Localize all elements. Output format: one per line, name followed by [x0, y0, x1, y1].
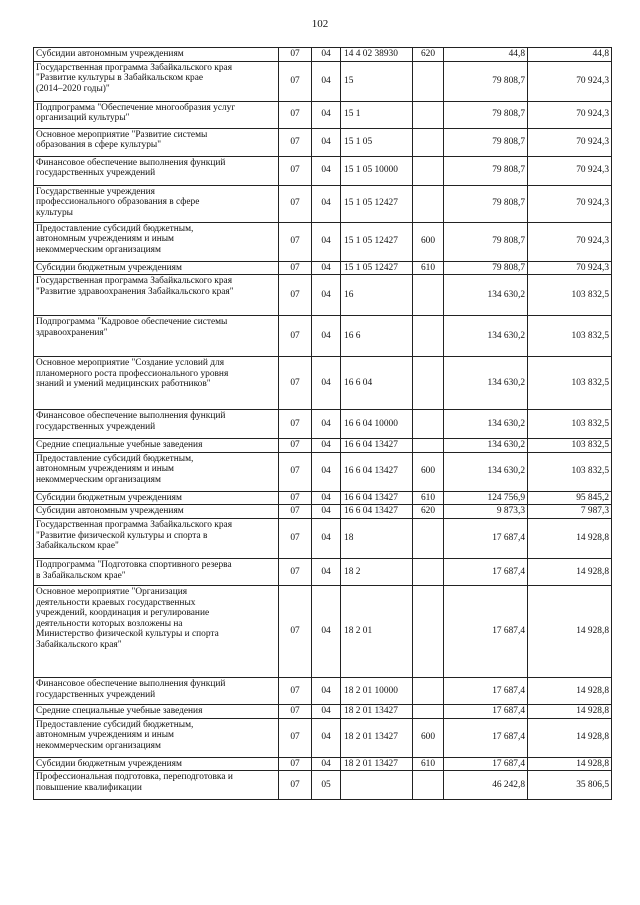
row-amount-1: 79 808,7 [444, 156, 528, 185]
row-subsection: 04 [312, 222, 341, 261]
row-name: Предоставление субсидий бюджетным, автономным учреждениям и иным некоммерческим организациям [34, 452, 279, 491]
row-name: Основное мероприятие "Создание условий для планомерного роста профессионального уровня знаний и умений медицинских работников" [34, 357, 279, 410]
row-amount-1: 79 808,7 [444, 128, 528, 156]
row-amount-2: 70 924,3 [528, 61, 612, 101]
table-row [34, 156, 612, 185]
row-name: Основное мероприятие "Развитие системы образования в сфере культуры" [34, 128, 279, 156]
row-amount-2: 14 928,8 [528, 558, 612, 585]
row-target-code: 16 6 04 10000 [341, 410, 413, 439]
row-amount-1: 17 687,4 [444, 585, 528, 677]
row-amount-2: 103 832,5 [528, 316, 612, 357]
row-subsection: 04 [312, 452, 341, 491]
row-expense-type [413, 357, 444, 410]
row-name: Государственная программа Забайкальского края "Развитие здравоохранения Забайкальского края" [34, 275, 279, 316]
row-subsection: 04 [312, 156, 341, 185]
row-subsection: 04 [312, 677, 341, 704]
row-expense-type: 620 [413, 505, 444, 519]
row-subsection: 05 [312, 771, 341, 800]
row-section: 07 [279, 452, 312, 491]
table-row [34, 410, 612, 439]
row-target-code: 15 1 05 [341, 128, 413, 156]
row-target-code: 18 [341, 518, 413, 558]
row-target-code: 18 2 01 13427 [341, 704, 413, 718]
row-amount-1: 17 687,4 [444, 558, 528, 585]
row-amount-2: 70 924,3 [528, 261, 612, 275]
row-subsection: 04 [312, 48, 341, 62]
row-amount-1: 17 687,4 [444, 518, 528, 558]
row-target-code: 16 6 04 [341, 357, 413, 410]
row-expense-type: 620 [413, 48, 444, 62]
row-target-code [341, 771, 413, 800]
row-amount-2: 70 924,3 [528, 222, 612, 261]
row-name: Государственная программа Забайкальского края "Развитие культуры в Забайкальском крае (2014–2020 годы)" [34, 61, 279, 101]
row-name: Финансовое обеспечение выполнения функций государственных учреждений [34, 410, 279, 439]
row-amount-2: 70 924,3 [528, 128, 612, 156]
row-subsection: 04 [312, 275, 341, 316]
row-section: 07 [279, 261, 312, 275]
row-section: 07 [279, 439, 312, 453]
row-amount-2: 14 928,8 [528, 585, 612, 677]
table-row [34, 558, 612, 585]
row-amount-1: 46 242,8 [444, 771, 528, 800]
row-target-code: 15 1 [341, 101, 413, 128]
row-subsection: 04 [312, 61, 341, 101]
row-section: 07 [279, 505, 312, 519]
table-row [34, 357, 612, 410]
row-amount-1: 17 687,4 [444, 757, 528, 771]
row-section: 07 [279, 48, 312, 62]
row-section: 07 [279, 156, 312, 185]
row-target-code: 15 1 05 12427 [341, 261, 413, 275]
row-section: 07 [279, 718, 312, 757]
row-amount-1: 134 630,2 [444, 410, 528, 439]
row-amount-2: 70 924,3 [528, 101, 612, 128]
row-amount-2: 44,8 [528, 48, 612, 62]
row-target-code: 16 6 04 13427 [341, 505, 413, 519]
table-row [34, 452, 612, 491]
row-subsection: 04 [312, 585, 341, 677]
row-name: Средние специальные учебные заведения [34, 439, 279, 453]
row-name: Субсидии бюджетным учреждениям [34, 757, 279, 771]
row-amount-2: 14 928,8 [528, 718, 612, 757]
row-target-code: 18 2 01 13427 [341, 757, 413, 771]
row-name: Предоставление субсидий бюджетным, автономным учреждениям и иным некоммерческим организациям [34, 222, 279, 261]
table-row [34, 261, 612, 275]
table-row [34, 585, 612, 677]
page-number: 102 [311, 18, 329, 30]
row-target-code: 18 2 01 10000 [341, 677, 413, 704]
row-expense-type [413, 677, 444, 704]
row-subsection: 04 [312, 505, 341, 519]
row-amount-2: 14 928,8 [528, 757, 612, 771]
row-expense-type [413, 316, 444, 357]
row-expense-type: 610 [413, 757, 444, 771]
row-subsection: 04 [312, 128, 341, 156]
row-name: Субсидии бюджетным учреждениям [34, 261, 279, 275]
row-subsection: 04 [312, 439, 341, 453]
table-row [34, 677, 612, 704]
budget-table [33, 47, 612, 800]
row-expense-type [413, 585, 444, 677]
row-amount-2: 70 924,3 [528, 156, 612, 185]
row-amount-1: 9 873,3 [444, 505, 528, 519]
row-subsection: 04 [312, 261, 341, 275]
row-expense-type [413, 128, 444, 156]
table-row [34, 518, 612, 558]
table-row [34, 505, 612, 519]
row-section: 07 [279, 757, 312, 771]
row-subsection: 04 [312, 357, 341, 410]
row-section: 07 [279, 558, 312, 585]
row-expense-type: 600 [413, 222, 444, 261]
row-amount-1: 79 808,7 [444, 101, 528, 128]
row-section: 07 [279, 316, 312, 357]
row-subsection: 04 [312, 718, 341, 757]
row-section: 07 [279, 357, 312, 410]
table-row [34, 61, 612, 101]
row-amount-1: 79 808,7 [444, 185, 528, 222]
row-name: Профессиональная подготовка, переподготовка и повышение квалификации [34, 771, 279, 800]
row-expense-type [413, 61, 444, 101]
row-subsection: 04 [312, 518, 341, 558]
row-subsection: 04 [312, 185, 341, 222]
row-amount-2: 103 832,5 [528, 452, 612, 491]
row-name: Подпрограмма "Кадровое обеспечение системы здравоохранения" [34, 316, 279, 357]
row-expense-type: 600 [413, 718, 444, 757]
row-section: 07 [279, 704, 312, 718]
row-subsection: 04 [312, 704, 341, 718]
table-row [34, 222, 612, 261]
row-amount-1: 134 630,2 [444, 275, 528, 316]
table-row [34, 771, 612, 800]
table-row [34, 757, 612, 771]
row-subsection: 04 [312, 101, 341, 128]
row-target-code: 18 2 01 13427 [341, 718, 413, 757]
row-expense-type [413, 518, 444, 558]
row-amount-2: 14 928,8 [528, 677, 612, 704]
table-row [34, 491, 612, 505]
table-row [34, 128, 612, 156]
row-target-code: 16 6 04 13427 [341, 452, 413, 491]
row-amount-2: 70 924,3 [528, 185, 612, 222]
row-target-code: 15 1 05 10000 [341, 156, 413, 185]
row-section: 07 [279, 101, 312, 128]
row-name: Финансовое обеспечение выполнения функций государственных учреждений [34, 677, 279, 704]
row-name: Основное мероприятие "Организация деятельности краевых государственных учреждений, координация и регулирование деятельности которых возложены на Министерство физической культуры и спорта Забайкальского края" [34, 585, 279, 677]
row-subsection: 04 [312, 757, 341, 771]
row-amount-1: 17 687,4 [444, 704, 528, 718]
table-row [34, 439, 612, 453]
row-amount-1: 124 756,9 [444, 491, 528, 505]
row-name: Средние специальные учебные заведения [34, 704, 279, 718]
row-section: 07 [279, 61, 312, 101]
table-body [34, 48, 612, 800]
row-name: Подпрограмма "Обеспечение многообразия услуг организаций культуры" [34, 101, 279, 128]
row-name: Субсидии автономным учреждениям [34, 48, 279, 62]
row-expense-type [413, 275, 444, 316]
row-expense-type [413, 439, 444, 453]
row-section: 07 [279, 222, 312, 261]
row-name: Государственная программа Забайкальского края "Развитие физической культуры и спорта в Забайкальском крае" [34, 518, 279, 558]
row-expense-type [413, 558, 444, 585]
row-amount-2: 14 928,8 [528, 518, 612, 558]
table-row [34, 718, 612, 757]
table-row [34, 101, 612, 128]
row-section: 07 [279, 677, 312, 704]
table-row [34, 48, 612, 62]
row-amount-2: 35 806,5 [528, 771, 612, 800]
row-subsection: 04 [312, 491, 341, 505]
row-name: Подпрограмма "Подготовка спортивного резерва в Забайкальском крае" [34, 558, 279, 585]
table-row [34, 316, 612, 357]
row-amount-1: 134 630,2 [444, 452, 528, 491]
row-amount-2: 103 832,5 [528, 439, 612, 453]
row-target-code: 16 6 04 13427 [341, 491, 413, 505]
row-expense-type [413, 101, 444, 128]
table-row [34, 704, 612, 718]
row-amount-2: 7 987,3 [528, 505, 612, 519]
row-expense-type: 610 [413, 261, 444, 275]
row-amount-1: 79 808,7 [444, 261, 528, 275]
row-target-code: 15 [341, 61, 413, 101]
row-expense-type [413, 771, 444, 800]
row-target-code: 15 1 05 12427 [341, 222, 413, 261]
row-expense-type [413, 185, 444, 222]
row-amount-2: 103 832,5 [528, 357, 612, 410]
row-target-code: 14 4 02 38930 [341, 48, 413, 62]
row-section: 07 [279, 585, 312, 677]
row-target-code: 16 6 04 13427 [341, 439, 413, 453]
row-expense-type [413, 410, 444, 439]
row-expense-type: 600 [413, 452, 444, 491]
table-row [34, 185, 612, 222]
row-target-code: 16 [341, 275, 413, 316]
row-name: Субсидии автономным учреждениям [34, 505, 279, 519]
row-section: 07 [279, 491, 312, 505]
row-section: 07 [279, 771, 312, 800]
row-amount-2: 103 832,5 [528, 410, 612, 439]
row-amount-1: 17 687,4 [444, 677, 528, 704]
row-expense-type [413, 704, 444, 718]
row-amount-1: 134 630,2 [444, 316, 528, 357]
row-name: Предоставление субсидий бюджетным, автономным учреждениям и иным некоммерческим организациям [34, 718, 279, 757]
row-amount-1: 134 630,2 [444, 357, 528, 410]
row-section: 07 [279, 275, 312, 316]
row-target-code: 18 2 01 [341, 585, 413, 677]
row-name: Государственные учреждения профессионального образования в сфере культуры [34, 185, 279, 222]
row-target-code: 16 6 [341, 316, 413, 357]
row-section: 07 [279, 128, 312, 156]
row-amount-1: 79 808,7 [444, 61, 528, 101]
row-amount-1: 134 630,2 [444, 439, 528, 453]
row-amount-1: 44,8 [444, 48, 528, 62]
row-amount-1: 79 808,7 [444, 222, 528, 261]
row-expense-type: 610 [413, 491, 444, 505]
row-amount-1: 17 687,4 [444, 718, 528, 757]
row-amount-2: 14 928,8 [528, 704, 612, 718]
row-target-code: 15 1 05 12427 [341, 185, 413, 222]
row-expense-type [413, 156, 444, 185]
row-amount-2: 95 845,2 [528, 491, 612, 505]
table-row [34, 275, 612, 316]
row-section: 07 [279, 185, 312, 222]
row-section: 07 [279, 518, 312, 558]
row-section: 07 [279, 410, 312, 439]
row-target-code: 18 2 [341, 558, 413, 585]
row-name: Финансовое обеспечение выполнения функций государственных учреждений [34, 156, 279, 185]
row-amount-2: 103 832,5 [528, 275, 612, 316]
row-name: Субсидии бюджетным учреждениям [34, 491, 279, 505]
row-subsection: 04 [312, 316, 341, 357]
row-subsection: 04 [312, 410, 341, 439]
row-subsection: 04 [312, 558, 341, 585]
